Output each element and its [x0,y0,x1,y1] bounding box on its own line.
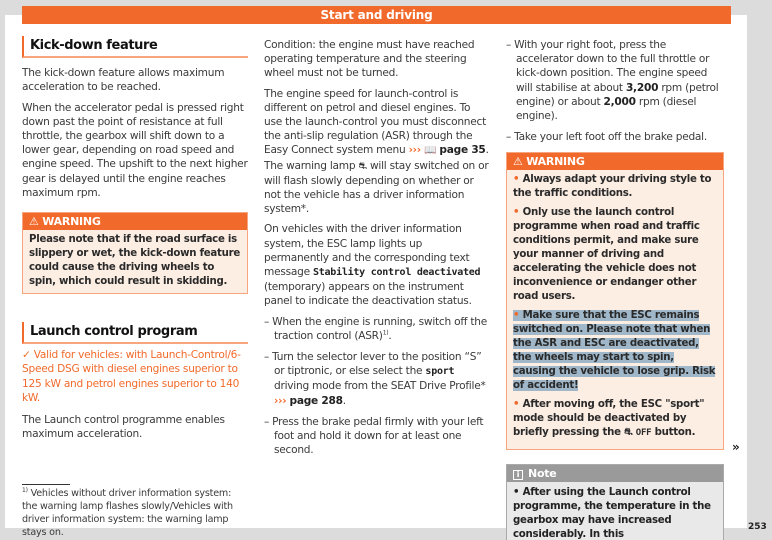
warning-box-kickdown [22,212,248,294]
note-content: After using the Launch control programme, the temperature in the gearbox may have increased considerably. In this [513,487,711,540]
step-2-text-2: driving mode from the SEAT Drive Profile* [274,380,486,393]
step-4-text-2: rpm (petrol engine) or about [516,81,719,108]
warning-item [513,173,717,201]
note-label: Note [528,467,557,481]
column-left [22,36,248,447]
warning-triangle-icon: ⚠ [513,155,523,169]
engine-speed-text: The engine speed for launch-control is different on petrol and diesel engines. To use the launch-control you must disconnect the anti-slip regulation (ASR) through the Easy Connect system menu [264,87,487,157]
footnote-divider [22,484,70,485]
bullet-icon: • [513,399,520,411]
warning-item-highlighted [513,309,717,393]
reference-arrows-icon: ››› [274,394,287,407]
bullet-icon: • [513,487,520,499]
bullet-icon: • [513,174,520,186]
link-page-35[interactable]: page 35 [439,144,486,157]
warning-item-text: Only use the launch control programme when road and traffic conditions permit, and make sure your manner of driving and accelerating the vehicle does not inconvenience or endanger other road users. [513,207,700,303]
engine-speed-text-3: will stay switched on or will flash slowly depending on whether or not the vehicle has a driver information system*. [264,159,489,216]
column-right [506,38,724,540]
condition-paragraph: Condition: the engine must have reached operating temperature and the steering wheel must not be turned. [264,39,475,80]
sport-mode-label: sport [425,366,455,378]
step-3: – Press the brake pedal firmly with your left foot and hold it down for at least one second. [264,415,484,457]
esc-off-label: OFF [635,428,652,439]
column-middle [264,38,490,464]
esc-paragraph [264,222,490,308]
warning-header [23,213,247,230]
step-1: – When the engine is running, switch off the traction control (ASR)$^{1)}$. [264,315,488,342]
book-reference-icon: 📖 [424,145,437,157]
footnote [22,487,248,539]
step-4 [506,38,724,123]
warning-item-text: After moving off, the ESC "sport" mode should be deactivated by briefly pressing the [513,399,705,439]
info-icon: i [513,470,523,480]
chapter-header: Start and driving [22,6,731,24]
footnote-text: Vehicles without driver information system: the warning lamp flashes slowly/Vehicles with driver information system: the warning lamp stays on. [22,488,233,538]
esc-text: On vehicles with the driver information system, the ESC lamp lights up permanently and the corresponding text message [264,223,470,279]
esc-text-2: (temporary) appears on the instrument panel to indicate the deactivation status. [264,281,472,308]
step-1-text: – When the engine is running, switch off the traction control (ASR) [264,315,488,342]
warning-triangle-icon: ⚠ [29,215,39,229]
warning-item [513,398,717,440]
link-page-288[interactable]: page 288 [289,394,343,407]
warning-item-tail: button. [651,427,696,439]
note-text [507,482,723,540]
esc-lamp-icon: ⛐ [624,427,633,439]
bullet-icon: • [513,207,520,219]
display-message: Stability control deactivated [312,267,481,279]
step-2: – Turn the selector lever to the position “S” or tiptronic, or else select the sport driving mode from the SEAT Drive Profile* ››› page 288. [264,351,486,407]
warning-label: WARNING [526,155,585,169]
bullet-icon: • [513,310,520,322]
footnote-ref[interactable]: 1) [382,329,389,337]
section-title-kickdown: Kick-down feature [22,36,248,58]
rpm-diesel-value: 2,000 [603,95,636,108]
note-box [506,464,724,540]
rpm-petrol-value: 3,200 [625,81,659,94]
warning-item [513,206,717,304]
engine-speed-paragraph [264,87,490,217]
step-5: – Take your left foot off the brake pedal. [506,131,707,144]
engine-speed-text-2: . The warning lamp [264,144,489,172]
section-title-launch-control: Launch control program [22,322,248,344]
launch-intro: The Launch control programme enables maximum acceleration. [22,414,225,441]
reference-arrows-icon: ››› [408,144,421,157]
validity-note: ✓ Valid for vehicles: with Launch-Control/6-Speed DSG with diesel engines superior to 125 kW and petrol engines superior to 140 kW. [22,349,241,404]
warning-header [507,153,723,170]
warning-box-launch [506,152,724,450]
esc-warning-lamp-icon: ⛐ [358,160,367,172]
warning-label: WARNING [42,215,101,229]
page-number: 253 [748,522,767,532]
step-4-text: – With your right foot, press the accelerator down to the full throttle or kick-down position. The engine speed will stabilise at about [506,39,710,94]
warning-text: Please note that if the road surface is slippery or wet, the kick-down feature could cause the driving wheels to spin, which could result in skidding. [29,234,241,288]
kickdown-intro: The kick-down feature allows maximum acceleration to be reached. [22,67,225,94]
warning-list [507,170,723,449]
continued-icon: » [732,440,740,454]
warning-item-text: Always adapt your driving style to the traffic conditions. [513,174,712,200]
step-2-text: – Turn the selector lever to the position “S” or tiptronic, or else select the [264,351,482,378]
warning-item-text: Make sure that the ESC remains switched on. Please note that when the ASR and ESC are deactivated, the wheels may start to spin, causing the vehicle to lose grip. Risk of accident! [513,310,716,392]
kickdown-description: When the accelerator pedal is pressed right down past the point of resistance at full throttle, the gearbox will shift down to a lower gear, depending on road speed and engine speed. The upshift to the next higher gear is delayed until the engine reaches maximum rpm. [22,101,248,199]
step-4-text-3: rpm (diesel engine). [516,95,697,123]
footnote-marker: 1) [22,486,28,494]
note-header [507,465,723,482]
